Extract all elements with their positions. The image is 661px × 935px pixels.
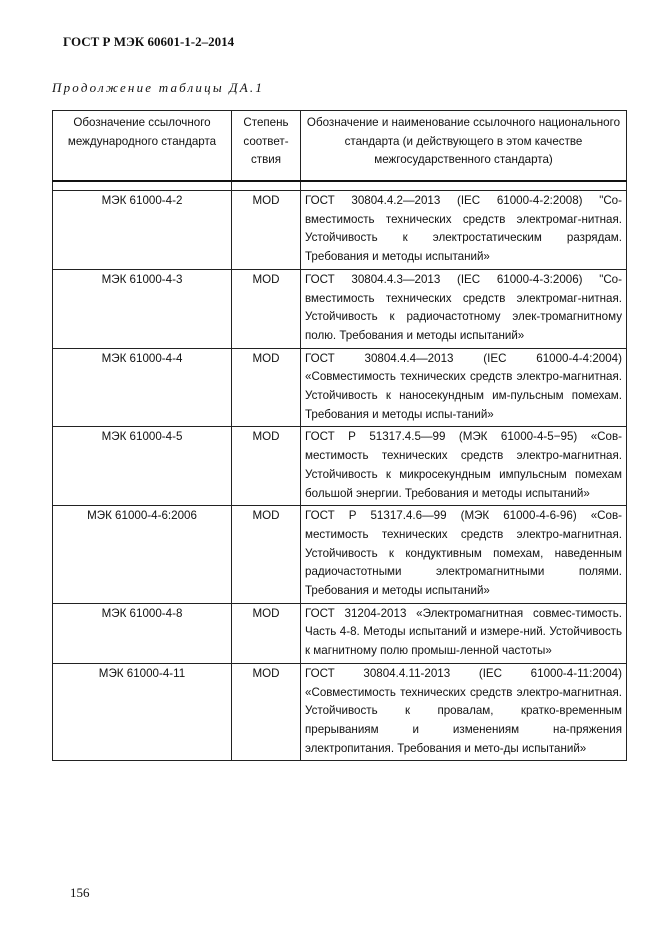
- table-row: [53, 427, 627, 506]
- degree-cell: MOD: [232, 427, 301, 506]
- intl-standard-cell: МЭК 61000-4-11: [53, 663, 232, 761]
- national-standard-cell: ГОСТ 30804.4.11-2013 (IEC 61000-4-11:2004) «Совместимость технических средств электро-магнитная. Устойчивость к провалам, кратко-временным прерываниям и изменениям на-пряжения электропитания. Требования и мето-ды испытаний»: [301, 663, 627, 761]
- column-header-degree: Степень соответ-ствия: [232, 111, 301, 182]
- table-row: [53, 191, 627, 270]
- intl-standard-cell: МЭК 61000-4-2: [53, 191, 232, 270]
- table-row: [53, 603, 627, 663]
- intl-standard-cell: МЭК 61000-4-8: [53, 603, 232, 663]
- national-standard-cell: ГОСТ Р 51317.4.5—99 (МЭК 61000-4-5−95) «Сов-местимость технических средств электро-магнитная. Устойчивость к микросекундным импульсным помехам большой энергии. Требования и методы испытаний»: [301, 427, 627, 506]
- table-row: [53, 269, 627, 348]
- intl-standard-cell: МЭК 61000-4-6:2006: [53, 506, 232, 604]
- national-standard-cell: ГОСТ Р 51317.4.6—99 (МЭК 61000-4-6-96) «Сов-местимость технических средств электро-магнитная. Устойчивость к кондуктивным помехам, наведенным радиочастотными электромагнитными полями. Требования и методы испытаний»: [301, 506, 627, 604]
- intl-standard-cell: МЭК 61000-4-3: [53, 269, 232, 348]
- national-standard-cell: ГОСТ 30804.4.3—2013 (IEC 61000-4-3:2006) "Со-вместимость технических средств электромаг-нитная. Устойчивость к радиочастотному элек-тромагнитному полю. Требования и методы испытаний»: [301, 269, 627, 348]
- intl-standard-cell: МЭК 61000-4-5: [53, 427, 232, 506]
- national-standard-cell: ГОСТ 31204-2013 «Электромагнитная совмес-тимость. Часть 4-8. Методы испытаний и измере-ний. Устойчивость к магнитному полю промыш-ленной частоты»: [301, 603, 627, 663]
- national-standard-cell: ГОСТ 30804.4.2—2013 (IEC 61000-4-2:2008) "Со-вместимость технических средств электромаг-нитная. Устойчивость к электростатическим разрядам. Требования и методы испытаний»: [301, 191, 627, 270]
- table-row: [53, 506, 627, 604]
- column-header-national-standard: Обозначение и наименование ссылочного национального стандарта (и действующего в этом качестве межгосударственного стандарта): [301, 111, 627, 182]
- page-number: 156: [70, 885, 90, 900]
- reference-standards-table: [52, 110, 627, 761]
- intl-standard-cell: МЭК 61000-4-4: [53, 348, 232, 427]
- degree-cell: MOD: [232, 348, 301, 427]
- degree-cell: MOD: [232, 506, 301, 604]
- national-standard-cell: ГОСТ 30804.4.4—2013 (IEC 61000-4-4:2004) «Совместимость технических средств электро-магнитная. Устойчивость к наносекундным им-пульсным помехам. Требования и методы испы-таний»: [301, 348, 627, 427]
- header-spacer-row: [53, 181, 627, 191]
- document-title: ГОСТ Р МЭК 60601-1-2–2014: [63, 34, 235, 49]
- table-continuation-caption: Продолжение таблицы ДА.1: [52, 80, 265, 95]
- degree-cell: MOD: [232, 269, 301, 348]
- degree-cell: MOD: [232, 603, 301, 663]
- column-header-intl-standard: Обозначение ссылочного международного стандарта: [53, 111, 232, 182]
- degree-cell: MOD: [232, 191, 301, 270]
- table-row: [53, 348, 627, 427]
- degree-cell: MOD: [232, 663, 301, 761]
- table-row: [53, 663, 627, 761]
- table-header-row: [53, 111, 627, 182]
